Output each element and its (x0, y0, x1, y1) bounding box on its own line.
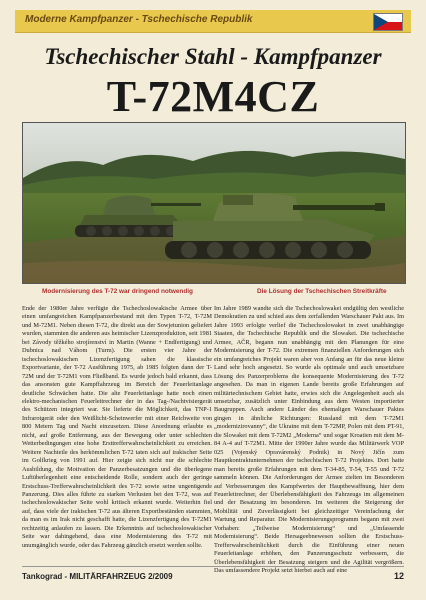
series-label: Moderne Kampfpanzer - Tschechische Republik (25, 14, 253, 25)
footer-divider (22, 566, 404, 567)
article-title: T-72M4CZ (106, 72, 320, 121)
publication-footer: Tankograd - MILITÄRFAHRZEUG 2/2009 (22, 572, 173, 581)
czech-flag-icon (373, 13, 403, 31)
tank-photo (22, 122, 406, 284)
photo-caption-left: Modernisierung des T-72 war dringend notwendig (42, 288, 193, 295)
article-paragraph: Ende der 1980er Jahre verfügte die Tschechoslowakische Armee über einen umfangreichen Kampfpanzerbestand mit den Typen T-72, T-72M und M-72M1. Neben diesen T-72, die direkt aus der Sowjetunion geliefert wurden, stammten die anderen aus heimischer Lizenzproduktion, seit 1981 bei Závody těžkého strojírenství in Martin (Wanne + Endfertigung) und Dubnica nad Váhom (Turm). Die ersten vier Jahre der tschechoslowakischen Lizenzfertigung sahen die klassische Exportvariante, der T-72 Ausführung 1975, ab 1985 folgten dann der T-72M und der T-72M1 vom Fließband. Es wurde jedoch bald erkannt, dass das ansonsten gute Kampffahrzeug im Bereich der Feuerleitanlage deutliche Schwächen hatte. Die alte Feuerleitanlage hatte noch einen elektro-mechanischen Feuerleitrechner der in das Tag-/Nachtvisiergerät des Schützen integriert war. Sie lieferte die Möglichkeit, das TNP-1 Infrarotgerät oder den Weißlicht-Scheinwerfer mit einer Reichweite von 800 Metern Tag und Nacht einzusetzen. Diese Anordnung erlaubte es nicht, auf große Entfernung, aus der Bewegung oder unter schlechten Wetterbedingungen eine hohe Ersttrefferwahrscheinlichkeit zu erreichen. Weitere Nachteile des herkömmlichen T-72 taten sich auf irakischer Seite im Golfkrieg von 1991 auf. Hier zeigte sich nicht nur die schlechte Ausbildung, die Motivation der Panzerbesatzungen und die überlegene Luftüberlegenheit eine entscheidende Rolle, sondern auch der geringe Erstschuss-Trefferwahrscheinlichkeit des T-72 sowie seine ungenügende Panzerung. Dies alles führte zu starken Verlusten bei den T-72, was auf tschechoslowakischer Seite wohl kritisch erkannt wurde. Weiterhin fiel auf, dass viele der irakischen T-72 aus älteren Exportbeständen stammten, da man es im Irak nicht geschafft hatte, die Lizenzfertigung des T-72M1 rechtzeitig anlaufen zu lassen. Die Erkenntnis auf tschechoslowakischer Seite war dahingehend, dass eine Modernisierung des T-72 mit unumgänglich wurde, oder das Fahrzeug gänzlich ersetzt werden sollte. (22, 305, 212, 549)
photo-caption-right: Die Lösung der Tschechischen Streitkräfte (257, 288, 387, 295)
article-paragraph: Im Jahre 1989 wandte sich die Tschechoslowakei endgültig den westliche Demokratien zu und schied aus dem zerfallenden Warschauer Pakt aus. Im Jahre 1993 erfolgte verlief die Tschechoslowakei in zwei unabhängige Staaten, die Tschechische Republik und die Slowakei. Die tschechische Armee, AČR, begann nun unabhängig mit den Planungen für eine Modernisierung der T-72. Die extremen finanziellen Anforderungen sich ein umfangreiches Projekt waren aber von Anfang an für das neue kleine Land sehr hoch angesetzt. So wurde als optimale und auch umsetzbare Lösung des Panzerproblems die konsequente Modernisierung des T-72 angesehen. Da man in eigenen Lande bereits große Erfahrungen auf militärtechnischem Gebiet hatte, erwies sich die Angelegenheit auch als umsetzbar, zusätzlich unter Einbindung aus dem Westen importierter Baugruppen. Auch andere Länder des ehemaligen Warschauer Paktes gingen in ähnliche Richtungen: Russland mit dem T-72M1 „modernizirovanny“, die Ukraine mit dem T-72MP, Polen mit dem PT-91, die Slowakei mit dem T-72M2 „Moderna“ und sogar Kroatien mit dem M-84 A-4 auf T-72M1. Mitte der 1990er Jahre wurde das Militärwerk VOP 025 (Vojenský Opravárenský Podnik) in Nový Jičín zum Hauptkontraktunternehmen der tschechischen T-72 Projektes. Dort hatte man bereits große Erfahrungen mit dem T-34-85, T-54, T-55 und T-72 sammeln können. Die Anforderungen der Armee zielten im Besonderen auf Verbesserungen des Kampfwertes der Hauptbewaffnung, hier dem Feuerleitrechner, der Überlebensfähigkeit des Fahrzeugs im allgemeinen und der Besatzung im besonderen. Im weiteren die Steigerung der Mobilität und Zuverlässigkeit bei gleichzeitiger Vereinfachung der Wartung und Reparatur. Die Modernisierungsprogramm begann mit zwei Vorhaben: „Teilweise Modernisierung“ und „Umfassende Modernisierung“. Beide Hersageebnewesen sollten die Erstschuss-Trefferwahrscheinlichkeit durch die Einführung einer neuen Feuerleitanlage erhöhen, den Panzerungsschutz verbessern, die Überlebensfähigkeit der Besatzung steigern und die Agilität vergrößern. Das umfassendere Projekt setzt hierbei auch auf eine (214, 305, 404, 575)
section-header-bar (15, 10, 411, 33)
page-number: 12 (393, 571, 404, 581)
article-column-right (214, 305, 404, 575)
article-subtitle: Tschechischer Stahl - Kampfpanzer (44, 44, 382, 69)
article-column-left (22, 305, 212, 563)
